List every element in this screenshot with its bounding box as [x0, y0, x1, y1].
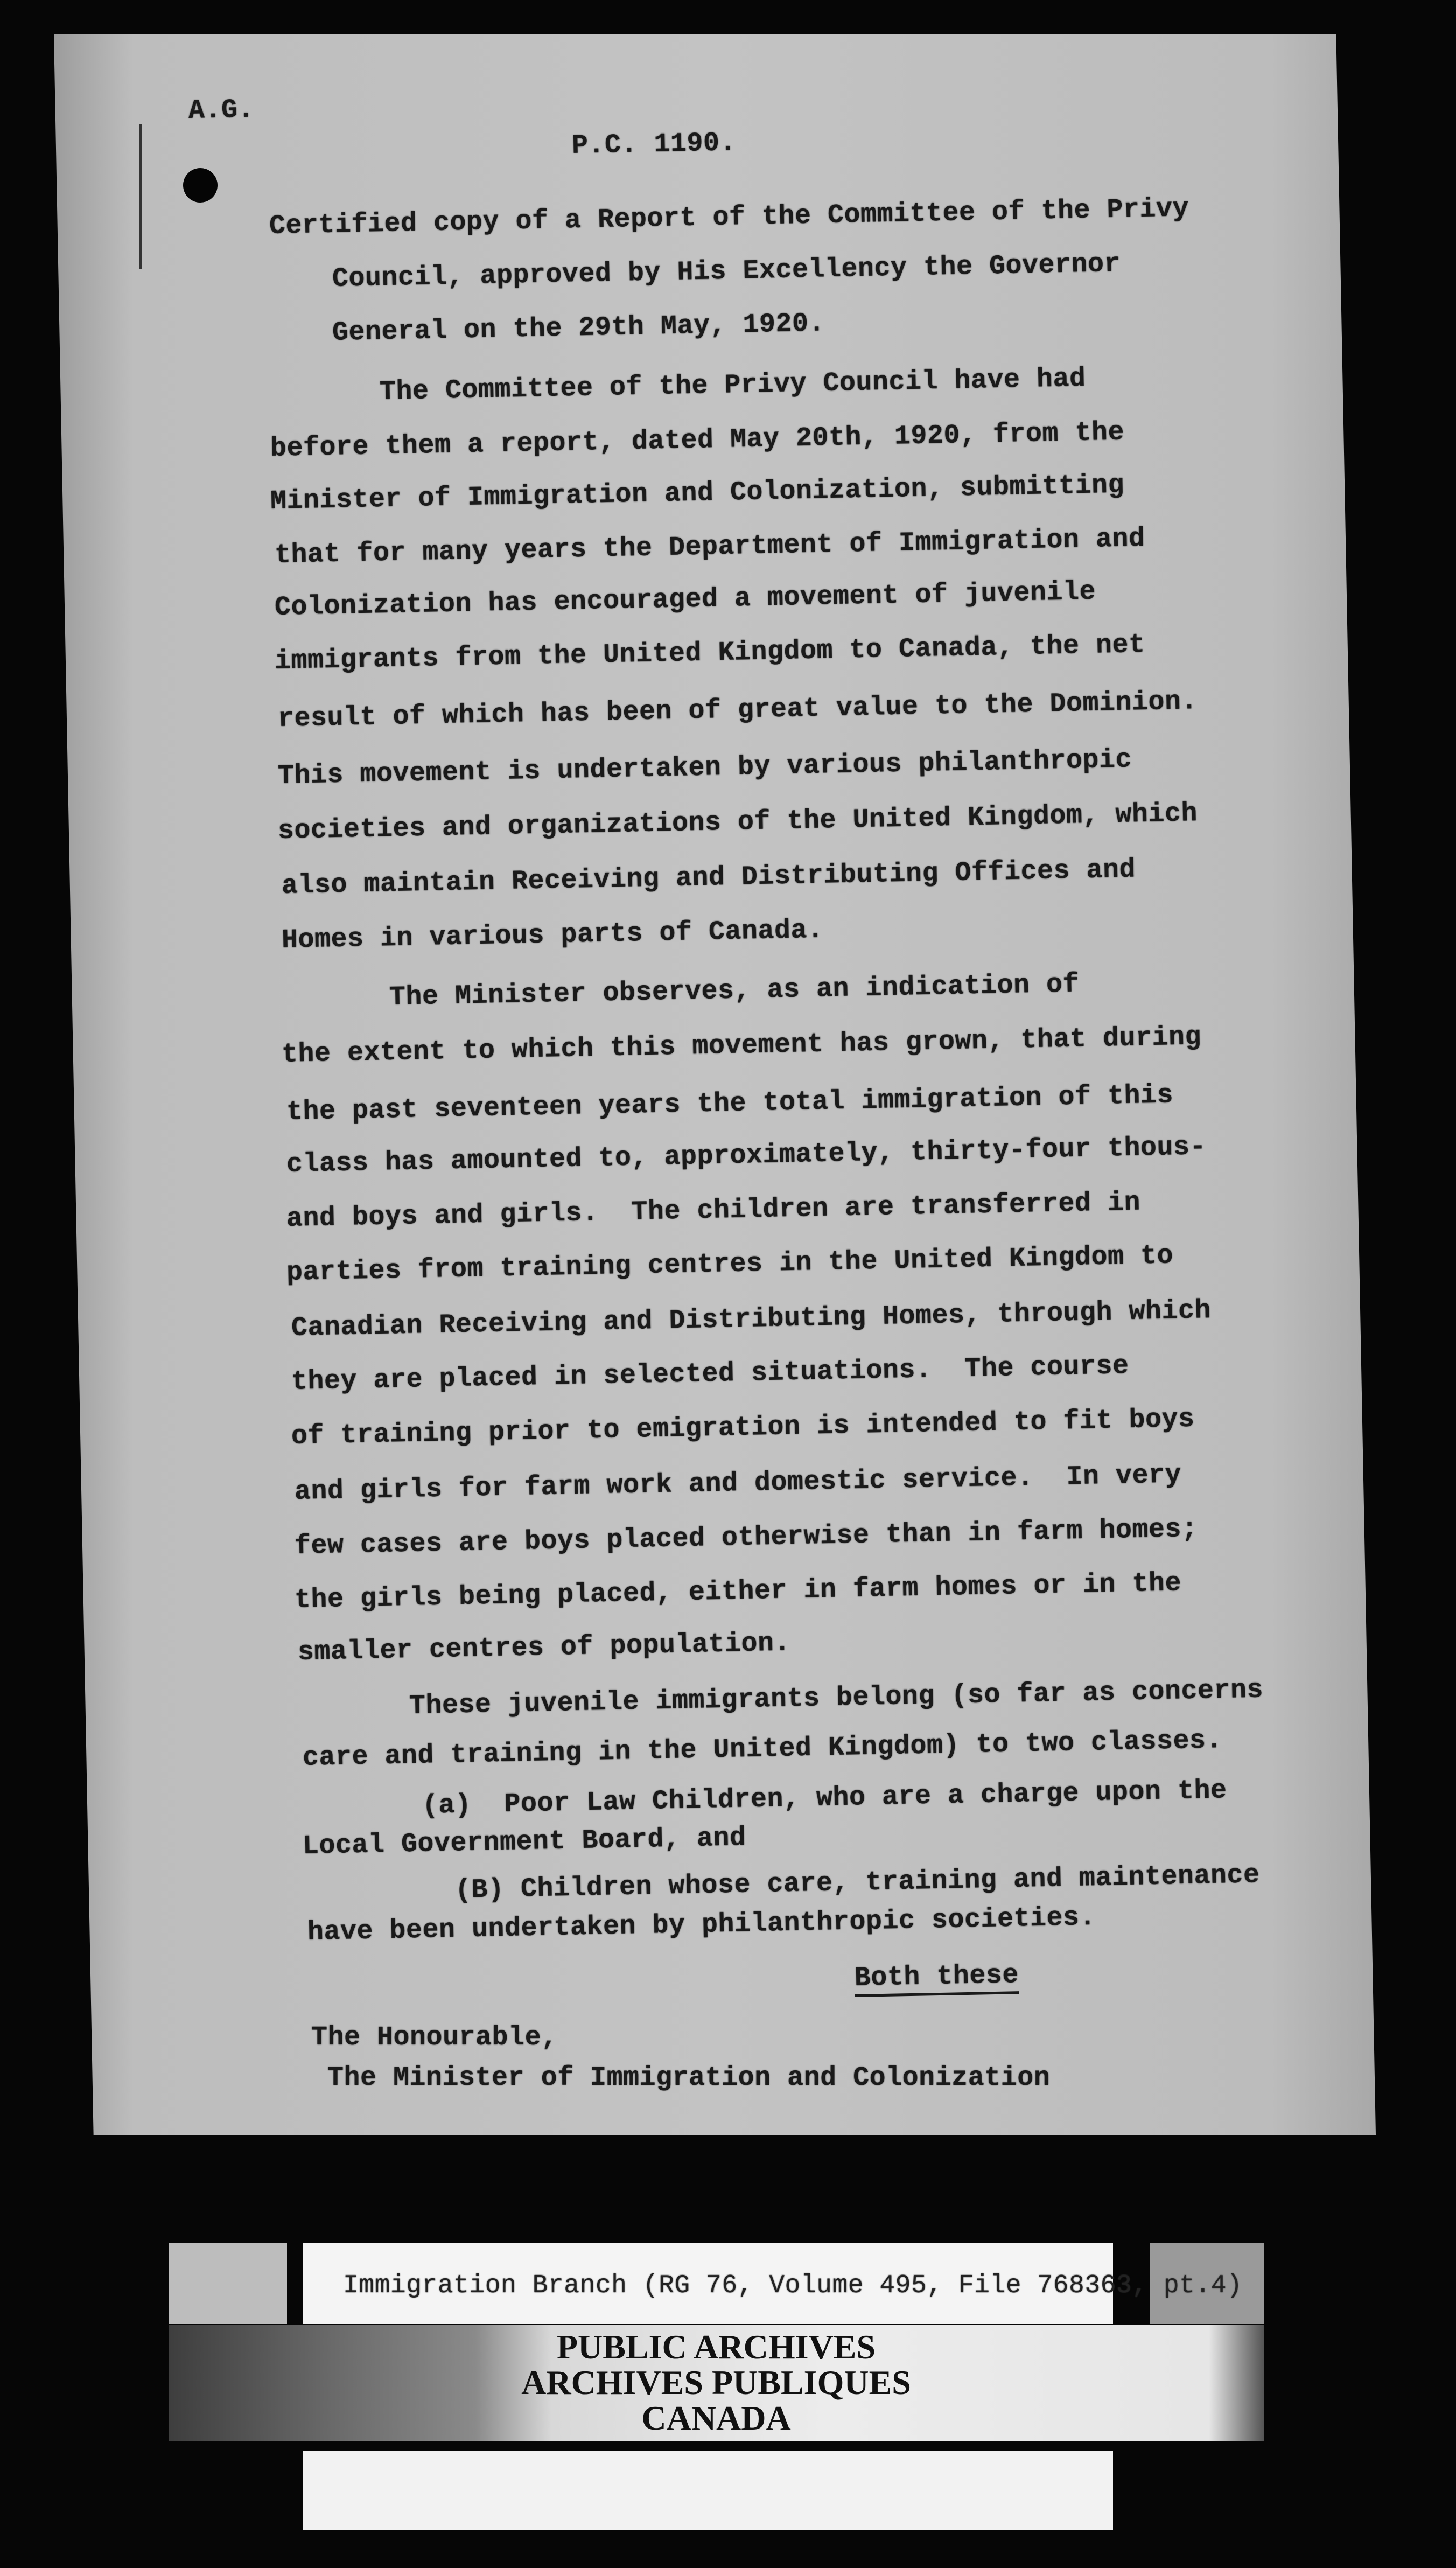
- text-line: Colonization has encouraged a movement of juvenile: [274, 576, 1096, 623]
- film-leader-left: [169, 2243, 287, 2324]
- text-line: few cases are boys placed otherwise than in farm homes;: [294, 1513, 1199, 1562]
- text-line: Homes in various parts of Canada.: [281, 915, 824, 956]
- text-line: (a) Poor Law Children, who are a charge upon the: [422, 1775, 1228, 1822]
- text-line: class has amounted to, approximately, thirty-four thous-: [286, 1132, 1207, 1180]
- text-line: of training prior to emigration is intended to fit boys: [291, 1404, 1195, 1452]
- text-line: Council, approved by His Excellency the Governor: [332, 248, 1121, 295]
- text-line: These juvenile immigrants belong (so far as concerns: [409, 1674, 1264, 1722]
- file-mark: A.G.: [188, 94, 255, 127]
- text-line: General on the 29th May, 1920.: [332, 308, 825, 348]
- text-line: and girls for farm work and domestic service. In very: [294, 1460, 1182, 1508]
- text-line: before them a report, dated May 20th, 1920, from the: [270, 417, 1125, 464]
- archive-stamp: [169, 2325, 1264, 2441]
- archive-reference: Immigration Branch (RG 76, Volume 495, File 768363, pt.4): [343, 2271, 1243, 2300]
- addressee-line: The Minister of Immigration and Colonization: [327, 2063, 1051, 2094]
- text-line: have been undertaken by philanthropic societies.: [307, 1902, 1096, 1948]
- text-line: Local Government Board, and: [302, 1823, 747, 1862]
- text-line: smaller centres of population.: [297, 1628, 791, 1668]
- text-line: care and training in the United Kingdom) to two classes.: [302, 1725, 1223, 1774]
- text-line: result of which has been of great value to the Dominion.: [277, 686, 1198, 735]
- text-line: (B) Children whose care, training and maintenance: [454, 1860, 1261, 1906]
- text-line: Canadian Receiving and Distributing Homes, through which: [291, 1295, 1212, 1344]
- text-line: the past seventeen years the total immigration of this: [286, 1080, 1174, 1128]
- text-line: The Minister observes, as an indication of: [389, 969, 1080, 1013]
- order-number: P.C. 1190.: [571, 128, 737, 162]
- text-line: also maintain Receiving and Distributing Offices and: [281, 854, 1136, 902]
- text-line: and boys and girls. The children are transferred in: [286, 1187, 1141, 1234]
- stamp-line: PUBLIC ARCHIVES: [556, 2328, 876, 2366]
- text-line: Certified copy of a Report of the Committee of the Privy: [269, 193, 1189, 242]
- catchword: Both these: [854, 1960, 1019, 1997]
- blank-label: [303, 2451, 1113, 2530]
- text-line: Minister of Immigration and Colonization, submitting: [270, 470, 1125, 517]
- text-line: the girls being placed, either in farm homes or in the: [294, 1568, 1182, 1616]
- text-line: This movement is undertaken by various philanthropic: [277, 744, 1132, 792]
- text-line: immigrants from the United Kingdom to Canada, the net: [274, 629, 1146, 677]
- text-line: The Committee of the Privy Council have had: [379, 363, 1087, 408]
- document-page: [54, 34, 1376, 2135]
- stamp-line: CANADA: [641, 2399, 791, 2437]
- addressee-line: The Honourable,: [311, 2022, 558, 2053]
- archive-reference-label: [303, 2243, 1243, 2324]
- punch-hole: [183, 168, 218, 203]
- text-line: that for many years the Department of Immigration and: [274, 523, 1146, 571]
- margin-mark: [139, 124, 142, 269]
- stamp-line: ARCHIVES PUBLIQUES: [521, 2363, 911, 2402]
- text-line: societies and organizations of the United Kingdom, which: [277, 798, 1198, 847]
- text-line: the extent to which this movement has grown, that during: [281, 1022, 1202, 1070]
- text-line: they are placed in selected situations. The course: [291, 1351, 1130, 1398]
- text-line: parties from training centres in the United Kingdom to: [286, 1240, 1174, 1288]
